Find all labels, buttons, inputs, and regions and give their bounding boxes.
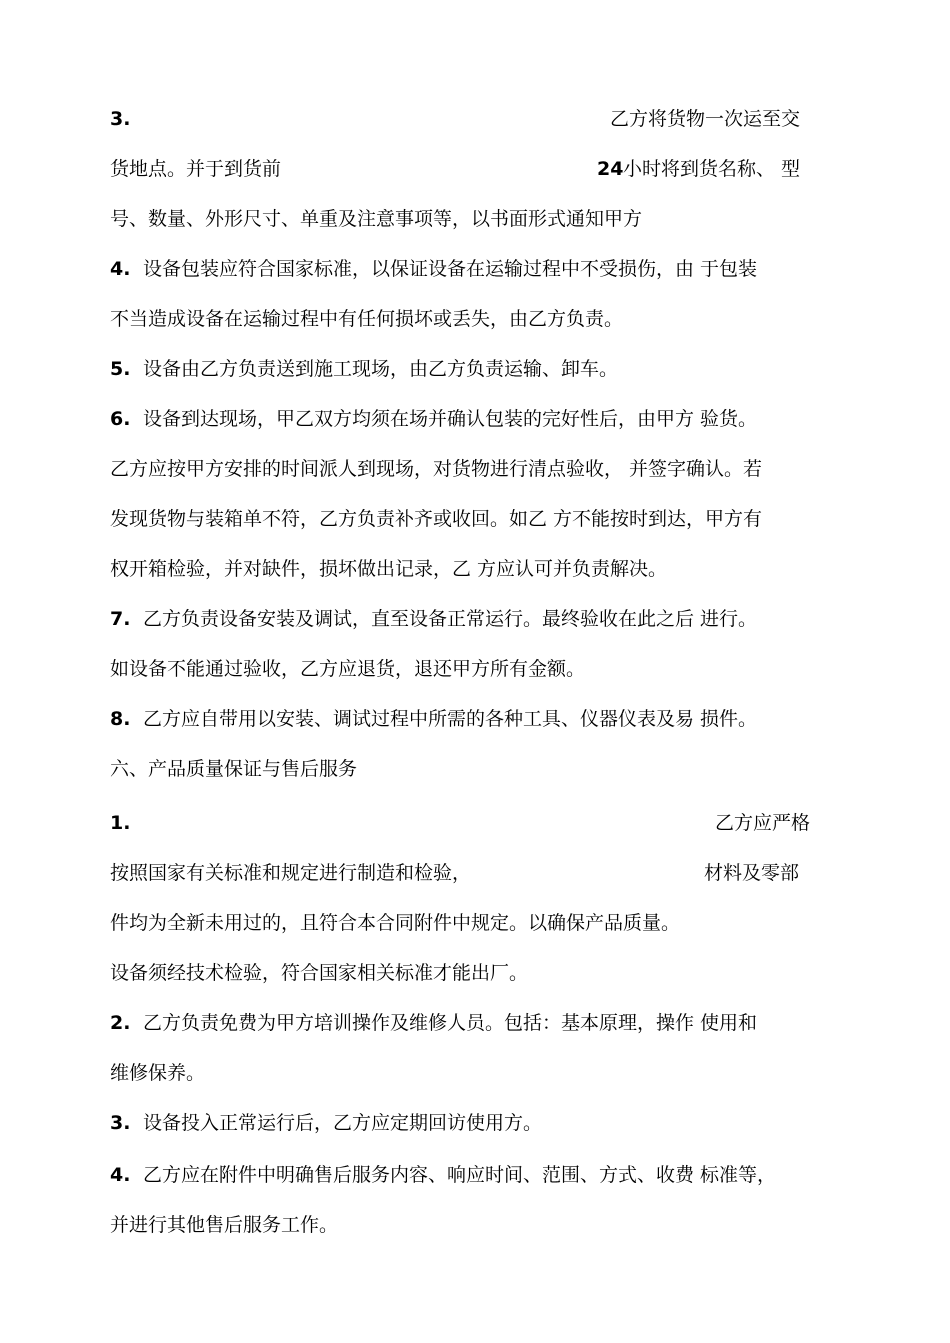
text-line [110, 958, 840, 988]
line-text: 维修保养。 [110, 1062, 206, 1084]
line-text: 乙方负责设备安装及调试，直至设备正常运行。最终验收在此之后 进行。 [143, 608, 758, 630]
line-text: 不当造成设备在运输过程中有任何损坏或丢失，由乙方负责。 [110, 308, 624, 330]
line-text: 材料及零部 [704, 862, 800, 884]
text-line [110, 858, 840, 888]
line-text: 权开箱检验，并对缺件，损坏做出记录，乙 方应认可并负责解决。 [110, 558, 668, 580]
text-line [110, 254, 840, 284]
text-line [110, 204, 840, 234]
item-number: 6. [110, 408, 131, 430]
line-text: 小时将到货名称、 型 [623, 158, 801, 180]
item-number: 1. [110, 812, 131, 834]
text-line [110, 704, 840, 734]
text-line [110, 604, 840, 634]
item-number: 4. [110, 258, 131, 280]
text-line [110, 1058, 840, 1088]
line-text: 乙方将货物一次运至交 [610, 108, 801, 130]
line-text: 如设备不能通过验收，乙方应退货，退还甲方所有金额。 [110, 658, 586, 680]
text-line [110, 304, 840, 334]
line-text: 乙方应严格 [715, 812, 811, 834]
text-line [110, 908, 840, 938]
line-text: 件均为全新未用过的，且符合本合同附件中规定。以确保产品质量。 [110, 912, 681, 934]
item-number: 3. [110, 108, 131, 130]
line-text: 设备到达现场，甲乙双方均须在场并确认包装的完好性后，由甲方 验货。 [143, 408, 758, 430]
section-heading [110, 754, 840, 784]
text-line [110, 1108, 840, 1138]
text-line [110, 1210, 840, 1240]
line-text: 并进行其他售后服务工作。 [110, 1214, 339, 1236]
text-line [110, 1008, 840, 1038]
text-line [110, 404, 840, 434]
item-number: 8. [110, 708, 131, 730]
text-line [110, 154, 840, 184]
line-text: 发现货物与装箱单不符，乙方负责补齐或收回。如乙 方不能按时到达，甲方有 [110, 508, 763, 530]
text-line [110, 554, 840, 584]
line-text: 乙方应在附件中明确售后服务内容、响应时间、范围、方式、收费 标准等， [143, 1164, 777, 1186]
text-line [110, 104, 840, 134]
line-text: 乙方应按甲方安排的时间派人到现场，对货物进行清点验收， 并签字确认。若 [110, 458, 763, 480]
item-number: 3. [110, 1112, 131, 1134]
line-text: 设备由乙方负责送到施工现场，由乙方负责运输、卸车。 [143, 358, 619, 380]
text-line [110, 1160, 840, 1190]
line-text: 按照国家有关标准和规定进行制造和检验， [110, 862, 472, 884]
line-text: 设备包装应符合国家标准，以保证设备在运输过程中不受损伤，由 于包装 [143, 258, 758, 280]
text-line [110, 808, 840, 838]
item-number: 5. [110, 358, 131, 380]
line-text: 乙方负责免费为甲方培训操作及维修人员。包括：基本原理，操作 使用和 [143, 1012, 758, 1034]
item-number: 7. [110, 608, 131, 630]
line-text: 乙方应自带用以安装、调试过程中所需的各种工具、仪器仪表及易 损件。 [143, 708, 758, 730]
line-text: 号、数量、外形尺寸、单重及注意事项等，以书面形式通知甲方 [110, 208, 643, 230]
section-heading-text: 六、产品质量保证与售后服务 [110, 758, 358, 780]
text-line [110, 454, 840, 484]
line-number-text: 24 [597, 158, 624, 180]
text-line [110, 504, 840, 534]
item-number: 4. [110, 1164, 131, 1186]
line-text: 设备投入正常运行后，乙方应定期回访使用方。 [143, 1112, 543, 1134]
line-text: 设备须经技术检验，符合国家相关标准才能出厂。 [110, 962, 529, 984]
text-line [110, 354, 840, 384]
item-number: 2. [110, 1012, 131, 1034]
line-text: 货地点。并于到货前 [110, 158, 282, 180]
text-line [110, 654, 840, 684]
